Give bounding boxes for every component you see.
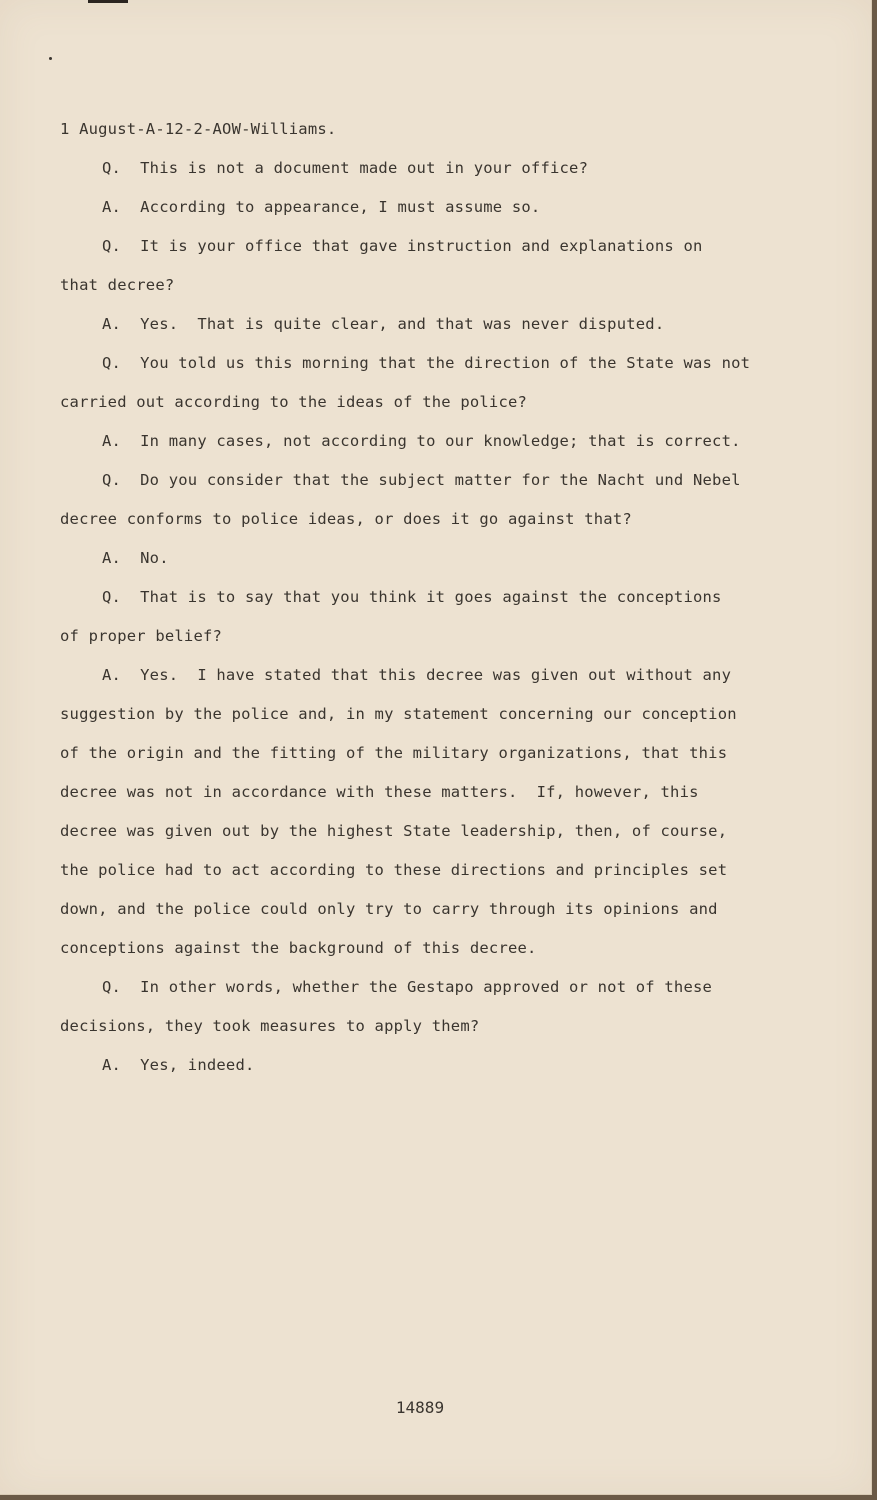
transcript-line: A. According to appearance, I must assume so.: [102, 198, 541, 216]
transcript-line: A. Yes, indeed.: [102, 1056, 255, 1074]
transcript-line: A. In many cases, not according to our knowledge; that is correct.: [102, 432, 741, 450]
top-edge-mark: [88, 0, 128, 3]
transcript-line: A. Yes. I have stated that this decree was given out without any: [102, 666, 732, 684]
transcript-line: Q. It is your office that gave instruction and explanations on: [102, 237, 703, 255]
transcript-lines: [60, 149, 760, 1085]
transcript-line: decree was not in accordance with these matters. If, however, this: [60, 783, 699, 801]
transcript-line: that decree?: [60, 276, 175, 294]
transcript-line: conceptions against the background of this decree.: [60, 939, 537, 957]
transcript-line: decisions, they took measures to apply them?: [60, 1017, 480, 1035]
punch-dot: [49, 57, 52, 60]
transcript-header: 1 August-A-12-2-AOW-Williams.: [60, 120, 337, 138]
transcript-line: down, and the police could only try to carry through its opinions and: [60, 900, 718, 918]
transcript-line: the police had to act according to these directions and principles set: [60, 861, 728, 879]
transcript-body: [60, 110, 760, 1085]
transcript-line: Q. This is not a document made out in your office?: [102, 159, 589, 177]
transcript-line: A. No.: [102, 549, 169, 567]
transcript-line: A. Yes. That is quite clear, and that was never disputed.: [102, 315, 665, 333]
transcript-line: carried out according to the ideas of the police?: [60, 393, 528, 411]
transcript-line: decree conforms to police ideas, or does it go against that?: [60, 510, 632, 528]
transcript-line: Q. In other words, whether the Gestapo approved or not of these: [102, 978, 713, 996]
transcript-line: of proper belief?: [60, 627, 223, 645]
page-number: 14889: [395, 1398, 445, 1417]
transcript-line: suggestion by the police and, in my statement concerning our conception: [60, 705, 737, 723]
transcript-line: of the origin and the fitting of the military organizations, that this: [60, 744, 728, 762]
transcript-line: Q. Do you consider that the subject matter for the Nacht und Nebel: [102, 471, 741, 489]
transcript-line: Q. You told us this morning that the direction of the State was not: [102, 354, 751, 372]
transcript-line: Q. That is to say that you think it goes against the conceptions: [102, 588, 722, 606]
transcript-line: decree was given out by the highest State leadership, then, of course,: [60, 822, 728, 840]
